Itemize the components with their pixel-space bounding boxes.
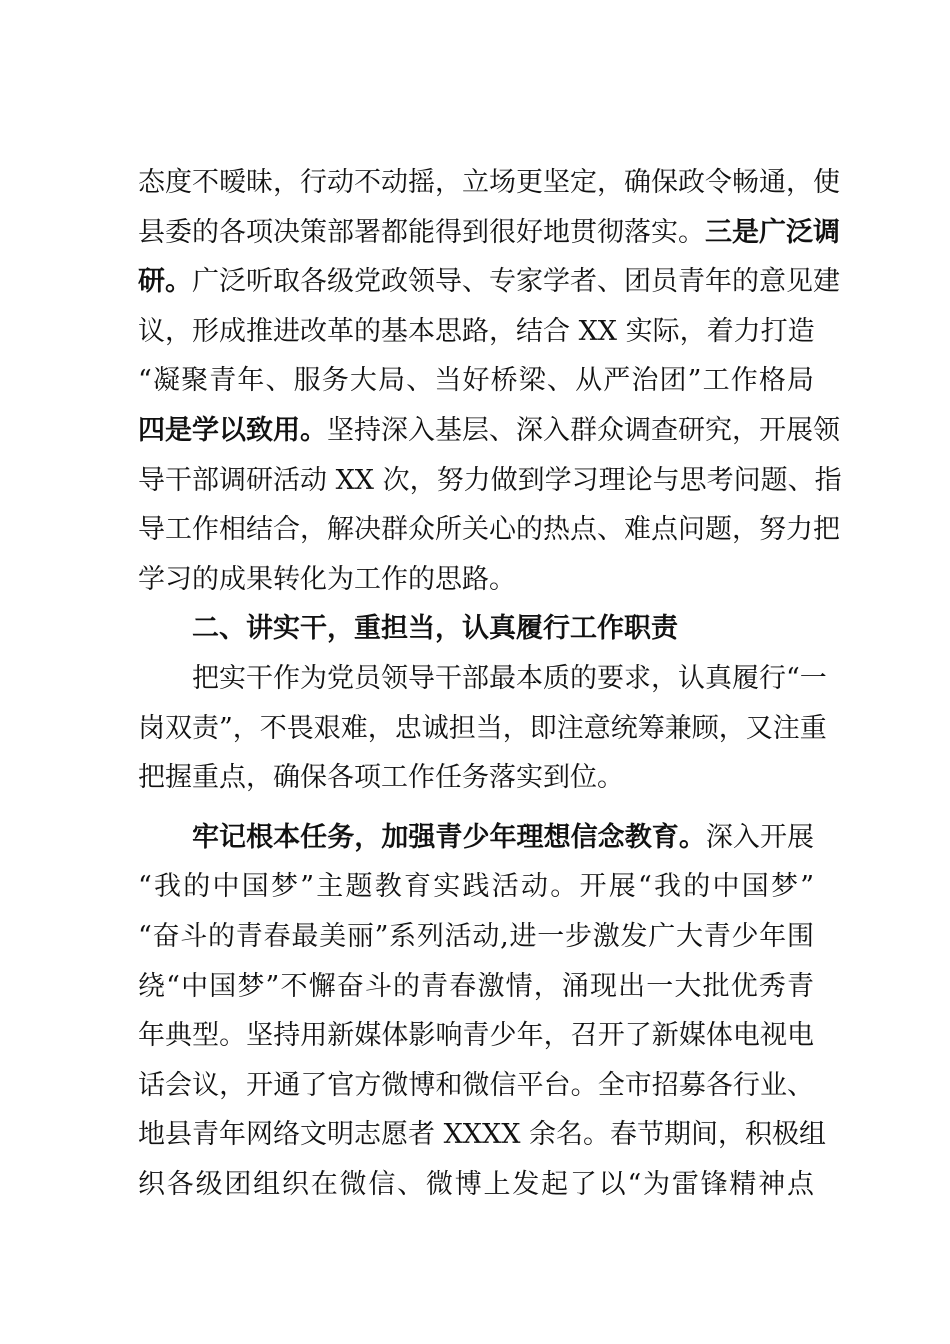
paragraph-2-line-1: 把实干作为党员领导干部最本质的要求，认真履行“一 bbox=[192, 662, 827, 694]
paragraph-3-line-1-text: 深入开展 bbox=[705, 821, 815, 853]
paragraph-1-line-8: 导工作相结合，解决群众所关心的热点、难点问题，努力把 bbox=[138, 514, 840, 546]
paragraph-1-line-3-text: 广泛听取各级党政领导、专家学者、团员青年的意见建 bbox=[192, 266, 840, 298]
point-three-heading: 三是广泛调 bbox=[705, 216, 840, 248]
document-body bbox=[138, 158, 842, 1209]
paragraph-3-line-1 bbox=[138, 813, 814, 863]
paragraph-1-line-1: 态度不暧昧，行动不动摇，立场更坚定，确保政令畅通，使 bbox=[138, 167, 840, 198]
paragraph-3-line-7: 地县青年网络文明志愿者 XXXX 余名。春节期间，积极组 bbox=[138, 1119, 827, 1151]
paragraph-1-line-6 bbox=[138, 406, 840, 456]
paragraph-gap bbox=[138, 803, 814, 813]
paragraph-2-line-2: 岗双责”，不畏艰难，忠诚担当，即注意统筹兼顾，又注重 bbox=[138, 712, 827, 744]
paragraph-1-line-5: “凝聚青年、服务大局、当好桥梁、从严治团”工作格局 bbox=[138, 365, 814, 397]
paragraph-3-line-3: “奋斗的青春最美丽”系列活动,进一步激发广大青少年围 bbox=[138, 920, 814, 952]
paragraph-1-line-2 bbox=[138, 208, 840, 258]
paragraph-3-line-4: 绕“中国梦”不懈奋斗的青春激情，涌现出一大批优秀青 bbox=[138, 970, 814, 1002]
paragraph-1-line-6-text: 坚持深入基层、深入群众调查研究，开展领 bbox=[327, 414, 840, 446]
paragraph-3-line-6: 话会议，开通了官方微博和微信平台。全市招募各行业、 bbox=[138, 1069, 814, 1101]
paragraph-2-line-3: 把握重点，确保各项工作任务落实到位。 bbox=[138, 762, 624, 794]
paragraph-3-line-2: “我的中国梦”主题教育实践活动。开展“我的中国梦” bbox=[138, 871, 814, 903]
point-three-heading-end: 研。 bbox=[138, 266, 192, 298]
subsection-heading: 牢记根本任务，加强青少年理想信念教育。 bbox=[192, 821, 706, 853]
paragraph-1-line-4: 议，形成推进改革的基本思路，结合 XX 实际，着力打造 bbox=[138, 315, 815, 347]
paragraph-3-line-8: 织各级团组织在微信、微博上发起了以“为雷锋精神点 bbox=[138, 1168, 814, 1200]
paragraph-1-line-3 bbox=[138, 257, 840, 307]
point-four-heading: 四是学以致用。 bbox=[138, 414, 327, 446]
paragraph-3-line-5: 年典型。坚持用新媒体影响青少年，召开了新媒体电视电 bbox=[138, 1020, 814, 1052]
paragraph-1-line-9: 学习的成果转化为工作的思路。 bbox=[138, 563, 516, 595]
paragraph-1-line-7: 导干部调研活动 XX 次，努力做到学习理论与思考问题、指 bbox=[138, 464, 842, 496]
section-heading: 二、讲实干，重担当，认真履行工作职责 bbox=[192, 613, 678, 645]
paragraph-1-line-2-text: 县委的各项决策部署都能得到很好地贯彻落实。 bbox=[138, 216, 705, 248]
